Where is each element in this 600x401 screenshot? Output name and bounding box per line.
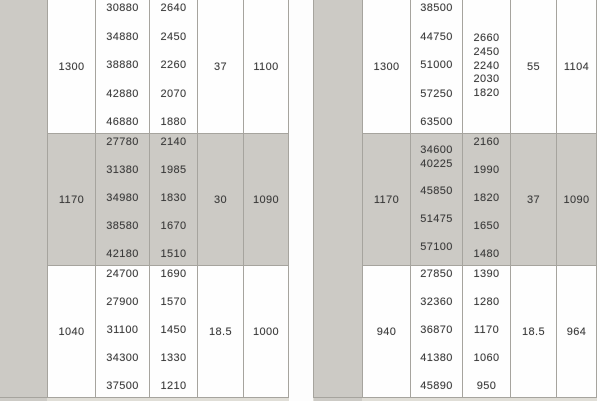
value-column-primary [96, 134, 149, 265]
table-cell-value: 44750 [420, 30, 453, 43]
spec-table-right [313, 0, 597, 398]
row-group-label: 1300 [363, 0, 410, 133]
table-cell-single: 18.5 [511, 266, 556, 397]
table-cell-value: 34880 [106, 30, 139, 43]
value-column-primary [411, 266, 462, 397]
table-cell-value: 1480 [473, 248, 500, 260]
table-cell-value: 1330 [160, 352, 187, 364]
table-cell-value: 1830 [160, 192, 187, 204]
table-cell-value: 37500 [106, 380, 139, 392]
table-cell-value: 38580 [106, 220, 139, 232]
table-cell-single: 18.5 [198, 266, 243, 397]
table-cell-value: 42880 [106, 87, 139, 100]
spec-table-left [0, 0, 289, 398]
table-cell-value: 41380 [420, 352, 453, 364]
table-cell-value: 45890 [420, 380, 453, 392]
value-column-primary [411, 134, 462, 265]
table-cell-value: 51000 [420, 59, 453, 71]
table-cell-value: 38500 [420, 2, 453, 14]
table-cell-value: 1650 [473, 220, 500, 232]
table-cell-value: 2240 [473, 59, 500, 72]
value-column-primary [411, 0, 462, 133]
table-cell-value: 1170 [473, 324, 500, 336]
table-cell-value: 31100 [106, 324, 139, 336]
table-cell-value: 950 [476, 380, 497, 392]
table-cell-value: 1670 [160, 220, 187, 232]
value-column-secondary [150, 266, 197, 397]
value-column-primary [96, 266, 149, 397]
table-cell-value: 1690 [160, 268, 187, 280]
table-cell-single: 1100 [244, 0, 288, 133]
table-cell-value: 2450 [160, 30, 187, 43]
table-cell-single: 1000 [244, 266, 288, 397]
value-column-secondary [150, 134, 197, 265]
value-column-secondary [463, 0, 510, 133]
table-cell-value: 45850 [420, 185, 453, 197]
table-cell-value: 32360 [420, 296, 453, 308]
table-cell-value: 2260 [160, 59, 187, 71]
table-cell-value: 1390 [473, 268, 500, 280]
table-cell-value: 2660 [473, 32, 500, 44]
table-cell-value: 1510 [160, 248, 187, 260]
row-group-label: 1300 [48, 0, 95, 133]
table-cell-value: 27780 [106, 136, 139, 148]
table-cell-value: 57100 [420, 241, 453, 253]
value-column-secondary [150, 0, 197, 133]
value-column-secondary [463, 266, 510, 397]
table-cell-single: 1104 [557, 0, 596, 133]
table-cell-single: 1090 [244, 134, 288, 265]
table-cell-value: 46880 [106, 116, 139, 128]
table-cell-value: 30880 [106, 2, 139, 14]
table-cell-value: 2450 [473, 45, 500, 58]
table-cell-value: 42180 [106, 248, 139, 260]
table-cell-value: 27900 [106, 296, 139, 308]
table-cell-value: 1280 [473, 296, 500, 308]
value-column-primary [96, 0, 149, 133]
table-cell-value: 1210 [160, 380, 187, 392]
table-cell-value: 1450 [160, 324, 187, 336]
row-group-label: 1170 [48, 134, 95, 265]
table-cell-single: 964 [557, 266, 596, 397]
table-cell-value: 40225 [420, 158, 453, 170]
table-cell-value: 38880 [106, 59, 139, 71]
value-column-secondary [463, 134, 510, 265]
table-cell-value: 1820 [473, 192, 500, 204]
table-cell-value: 1820 [473, 87, 500, 100]
table-cell-value: 2160 [473, 136, 500, 148]
left-margin-column [314, 0, 362, 397]
table-cell-value: 34300 [106, 352, 139, 364]
table-cell-value: 31380 [106, 164, 139, 176]
table-cell-value: 2140 [160, 136, 187, 148]
table-cell-value: 34600 [420, 144, 453, 156]
left-margin-column [0, 0, 47, 397]
table-cell-value: 63500 [420, 116, 453, 128]
row-group-label: 1170 [363, 134, 410, 265]
table-cell-value: 57250 [420, 87, 453, 100]
row-group-label: 1040 [48, 266, 95, 397]
table-cell-value: 1990 [473, 164, 500, 176]
table-cell-value: 2070 [160, 87, 187, 100]
table-cell-value: 1570 [160, 296, 187, 308]
table-cell-value: 36870 [420, 324, 453, 336]
table-cell-value: 2640 [160, 2, 187, 14]
table-cell-single: 55 [511, 0, 556, 133]
table-cell-value: 1985 [160, 164, 187, 176]
table-cell-value: 27850 [420, 268, 453, 280]
table-cell-value: 24700 [106, 268, 139, 280]
table-cell-single: 30 [198, 134, 243, 265]
table-cell-value: 51475 [420, 213, 453, 225]
table-cell-value: 1060 [473, 352, 500, 364]
table-cell-value: 2030 [473, 73, 500, 86]
table-cell-value: 1880 [160, 116, 187, 128]
table-cell-value: 34980 [106, 192, 139, 204]
table-cell-single: 37 [198, 0, 243, 133]
table-cell-single: 37 [511, 134, 556, 265]
table-cell-single: 1090 [557, 134, 596, 265]
row-group-label: 940 [363, 266, 410, 397]
